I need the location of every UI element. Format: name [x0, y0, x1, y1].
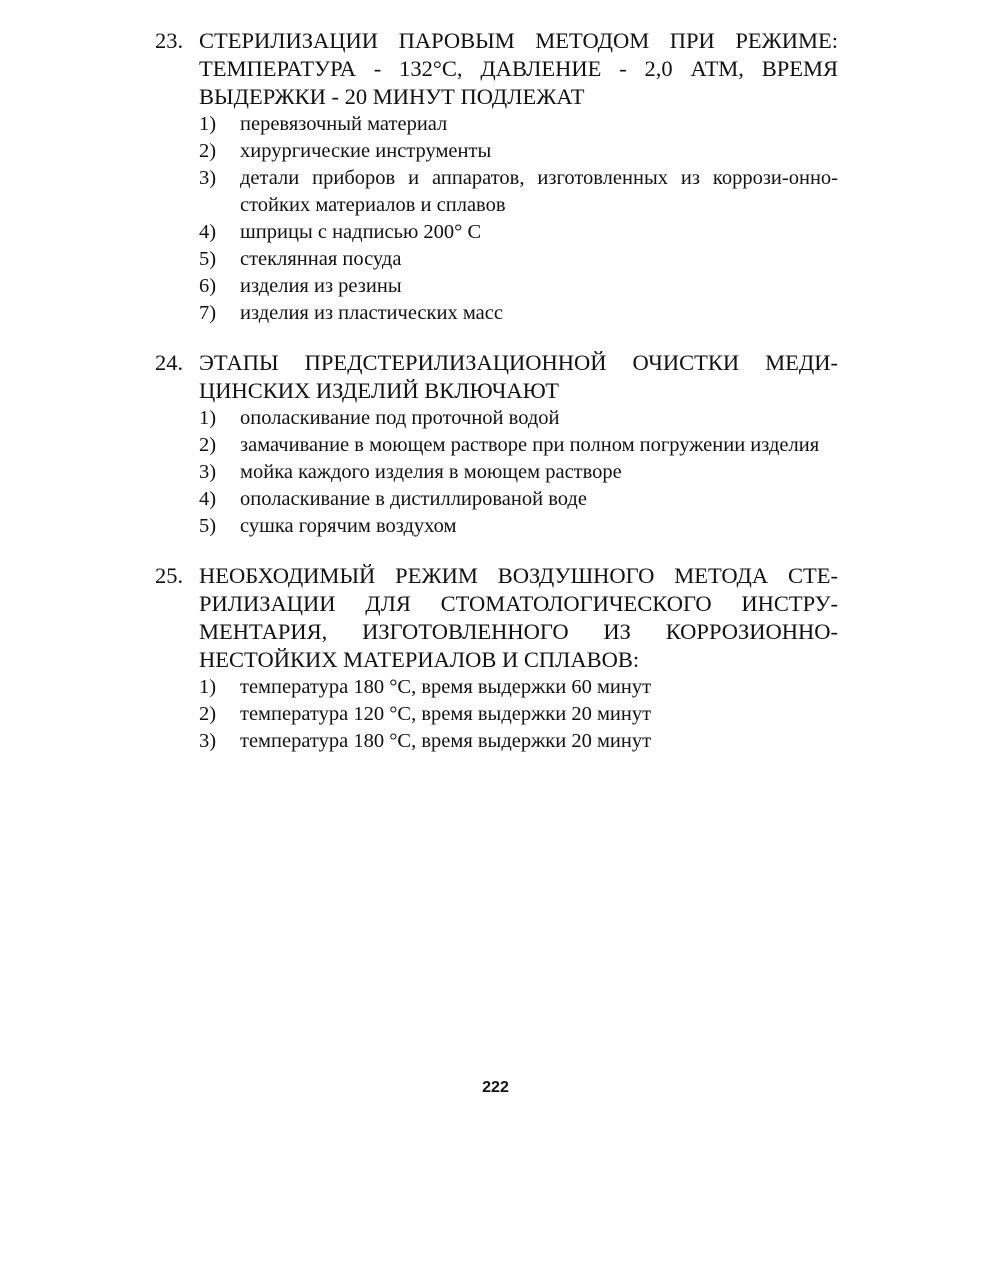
option-number: 1): [199, 407, 217, 429]
option-number: 4): [199, 488, 217, 510]
answer-option: [199, 459, 838, 486]
option-text: стеклянная посуда: [240, 248, 402, 270]
option-text: ополаскивание в дистиллированой воде: [240, 488, 587, 510]
option-text: ополаскивание под проточной водой: [240, 407, 560, 429]
page-number: 222: [482, 1079, 509, 1096]
answer-option: [199, 674, 838, 701]
option-text: перевязочный материал: [240, 113, 448, 135]
answer-option: [199, 138, 838, 165]
option-number: 2): [199, 434, 217, 456]
option-number: 5): [199, 515, 217, 537]
question-text: НЕОБХОДИМЫЙ РЕЖИМ ВОЗДУШНОГО МЕТОДА СТЕ-РИЛИЗАЦИИ ДЛЯ СТОМАТОЛОГИЧЕСКОГО ИНСТРУ-МЕНТАРИЯ, ИЗГОТОВЛЕННОГО ИЗ КОРРОЗИОННО-НЕСТОЙКИХ МАТЕРИАЛОВ И СПЛАВОВ:: [199, 563, 838, 672]
option-number: 1): [199, 113, 217, 135]
question-number: 25.: [155, 563, 184, 588]
answer-option: [199, 111, 838, 138]
option-number: 5): [199, 248, 217, 270]
option-number: 1): [199, 676, 217, 698]
answer-option: [199, 701, 838, 728]
answer-option: [199, 405, 838, 432]
option-number: 7): [199, 302, 217, 324]
answer-options: [155, 405, 838, 540]
option-text: температура 180 °С, время выдержки 20 минут: [240, 730, 652, 752]
question-number: 24.: [155, 350, 184, 375]
question-25: [155, 562, 838, 755]
question-text: СТЕРИЛИЗАЦИИ ПАРОВЫМ МЕТОДОМ ПРИ РЕЖИМЕ: ТЕМПЕРАТУРА - 132°С, ДАВЛЕНИЕ - 2,0 АТМ, ВРЕМЯ ВЫДЕРЖКИ - 20 МИНУТ ПОДЛЕЖАТ: [199, 28, 838, 109]
option-text: температура 120 °С, время выдержки 20 минут: [240, 703, 652, 725]
option-text: сушка горячим воздухом: [240, 515, 457, 537]
question-23: [155, 27, 838, 327]
option-number: 4): [199, 221, 217, 243]
answer-option: [199, 728, 838, 755]
answer-option: [199, 273, 838, 300]
question-heading: [155, 562, 838, 674]
answer-option: [199, 432, 838, 459]
option-text: температура 180 °С, время выдержки 60 минут: [240, 676, 652, 698]
option-number: 3): [199, 167, 217, 189]
option-text: хирургические инструменты: [240, 140, 492, 162]
option-text: замачивание в моющем растворе при полном погружении изделия: [240, 434, 820, 456]
answer-options: [155, 111, 838, 327]
option-number: 2): [199, 703, 217, 725]
question-number: 23.: [155, 28, 184, 53]
answer-option: [199, 219, 838, 246]
option-number: 3): [199, 730, 217, 752]
option-number: 6): [199, 275, 217, 297]
option-text: мойка каждого изделия в моющем растворе: [240, 461, 622, 483]
question-24: [155, 349, 838, 540]
option-text: изделия из пластических масс: [240, 302, 503, 324]
answer-option: [199, 165, 838, 219]
option-text: детали приборов и аппаратов, изготовленных из коррози-онно-стойких материалов и сплавов: [240, 167, 838, 216]
option-text: изделия из резины: [240, 275, 402, 297]
question-heading: [155, 27, 838, 111]
answer-option: [199, 513, 838, 540]
question-heading: [155, 349, 838, 405]
option-number: 3): [199, 461, 217, 483]
answer-options: [155, 674, 838, 755]
answer-option: [199, 486, 838, 513]
answer-option: [199, 246, 838, 273]
option-text: шприцы с надписью 200° С: [240, 221, 482, 243]
option-number: 2): [199, 140, 217, 162]
answer-option: [199, 300, 838, 327]
page-content: [155, 27, 838, 777]
question-text: ЭТАПЫ ПРЕДСТЕРИЛИЗАЦИОННОЙ ОЧИСТКИ МЕДИ-ЦИНСКИХ ИЗДЕЛИЙ ВКЛЮЧАЮТ: [199, 350, 838, 403]
